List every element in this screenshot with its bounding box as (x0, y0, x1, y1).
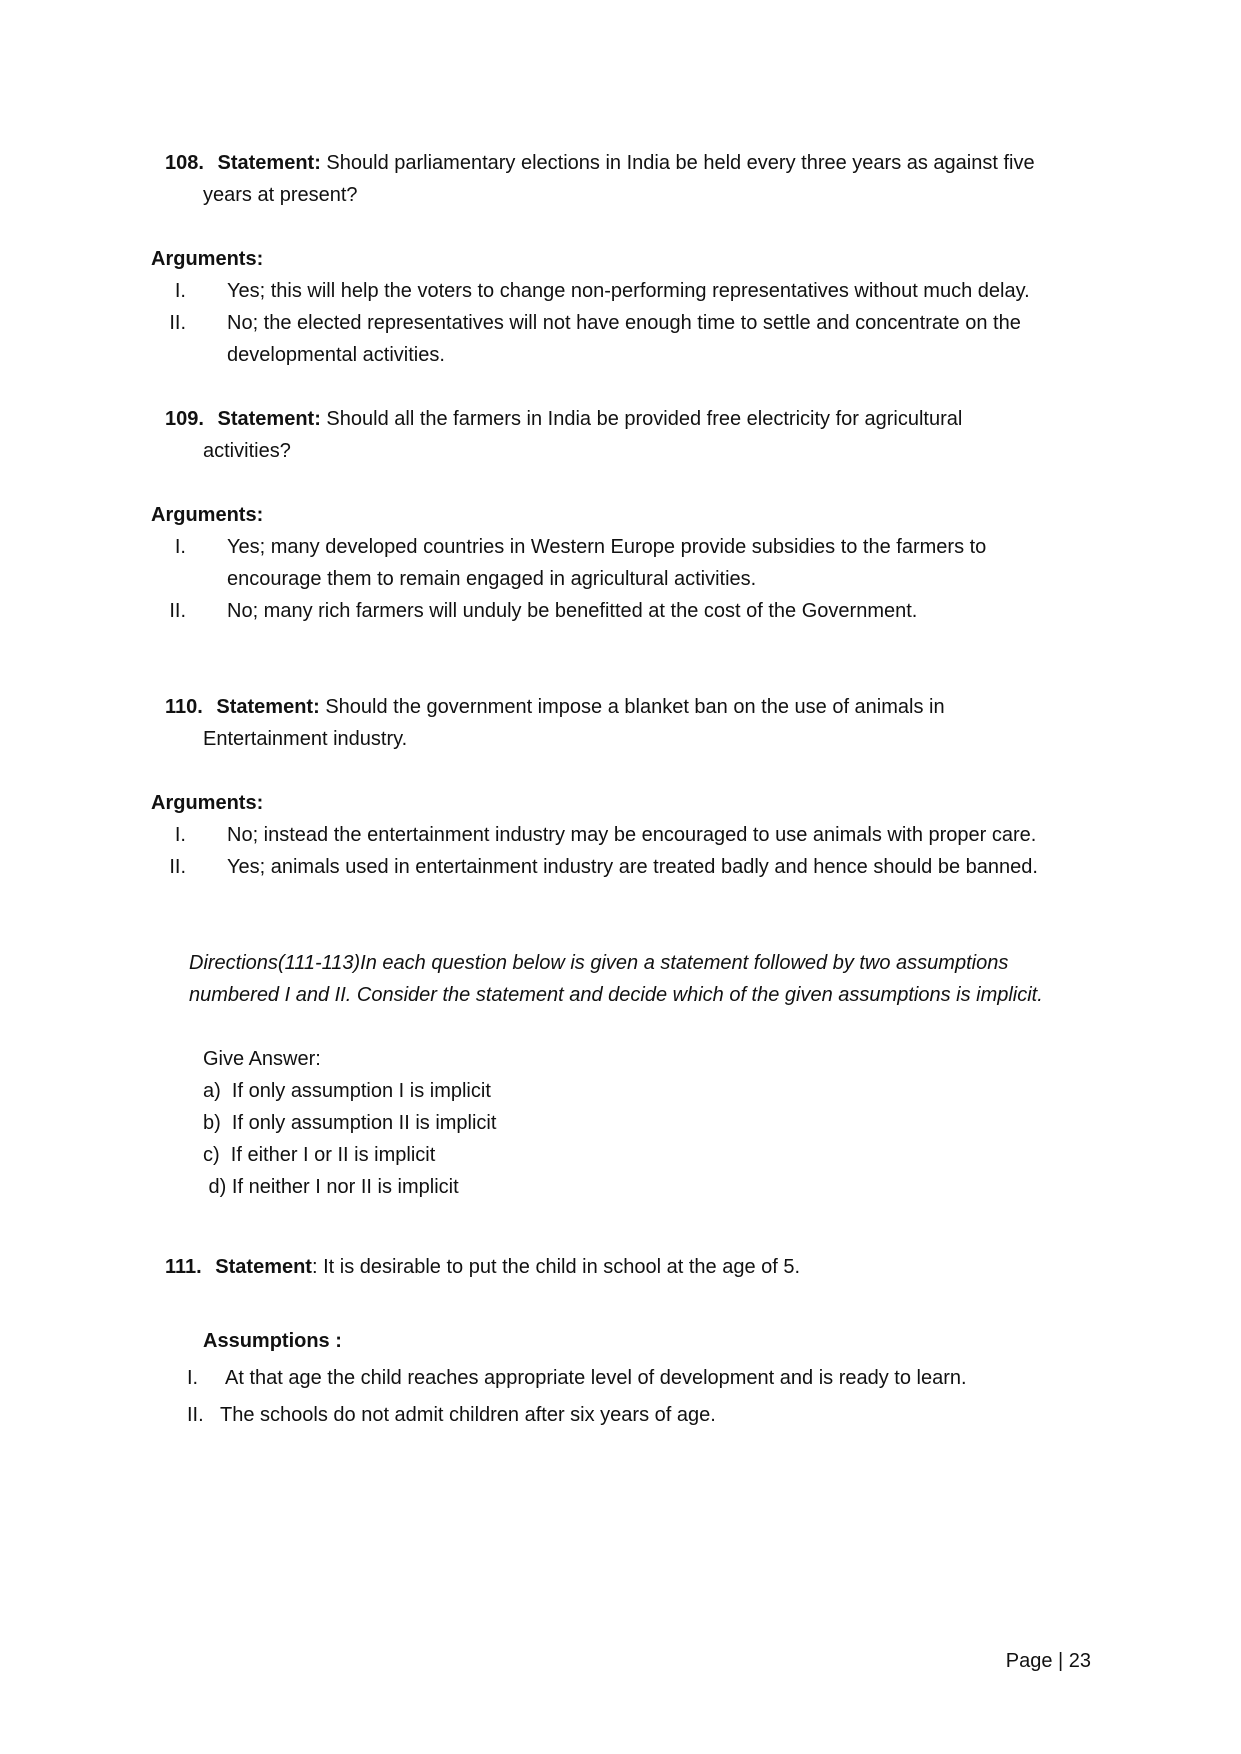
argument-text: No; the elected representatives will not have enough time to settle and concentrate on the (227, 312, 1021, 334)
statement-text: Should the government impose a blanket ban on the use of animals in (325, 696, 945, 718)
argument-text: Yes; this will help the voters to change non-performing representatives without much delay. (227, 280, 1030, 302)
answer-option-c: c) If either I or II is implicit (203, 1144, 436, 1166)
argument-numeral: II. (169, 312, 186, 334)
argument-text-cont: encourage them to remain engaged in agricultural activities. (227, 568, 757, 590)
arguments-heading: Arguments: (151, 504, 264, 526)
question-110-statement-cont: Entertainment industry. (203, 728, 408, 750)
statement-text: Should all the farmers in India be provided free electricity for agricultural (326, 408, 963, 430)
arguments-heading: Arguments: (151, 792, 264, 814)
arguments-heading: Arguments: (151, 248, 264, 270)
question-number: 109. (165, 408, 204, 430)
answer-option-a: a) If only assumption I is implicit (203, 1080, 491, 1102)
statement-label: Statement (215, 1256, 312, 1278)
argument-numeral: II. (169, 856, 186, 878)
question-109-statement-cont: activities? (203, 440, 291, 462)
assumptions-heading: Assumptions : (203, 1330, 342, 1352)
statement-label: Statement: (216, 696, 320, 718)
argument-numeral: I. (174, 280, 186, 302)
directions-text: Directions(111-113)In each question below is given a statement followed by two assumptions (189, 952, 1009, 974)
argument-text: No; many rich farmers will unduly be benefitted at the cost of the Government. (227, 600, 918, 622)
argument-text: Yes; many developed countries in Western Europe provide subsidies to the farmers to (227, 536, 987, 558)
give-answer-label: Give Answer: (203, 1048, 321, 1070)
directions-text-cont: numbered I and II. Consider the statement and decide which of the given assumptions is implicit. (189, 984, 1043, 1006)
assumption-numeral: II. (187, 1404, 204, 1426)
argument-text: No; instead the entertainment industry may be encouraged to use animals with proper care. (227, 824, 1037, 846)
question-number: 111. (165, 1256, 202, 1278)
statement-text: : It is desirable to put the child in school at the age of 5. (311, 1256, 801, 1278)
question-111-statement (165, 1251, 1091, 1283)
statement-label: Statement: (217, 152, 321, 174)
argument-text: Yes; animals used in entertainment industry are treated badly and hence should be banned. (227, 856, 1038, 878)
page-number: Page | 23 (1005, 1650, 1091, 1672)
assumption-numeral: I. (187, 1367, 199, 1389)
answer-option-b: b) If only assumption II is implicit (203, 1112, 497, 1134)
statement-label: Statement: (217, 408, 321, 430)
answer-option-d: d) If neither I nor II is implicit (203, 1176, 459, 1198)
question-108-statement-cont: years at present? (203, 184, 358, 206)
assumption-text: At that age the child reaches appropriate level of development and is ready to learn. (225, 1367, 967, 1389)
question-number: 110. (165, 696, 203, 718)
assumption-text: The schools do not admit children after six years of age. (220, 1404, 716, 1426)
argument-numeral: II. (169, 600, 186, 622)
argument-numeral: I. (174, 824, 186, 846)
question-108-statement (165, 147, 1091, 179)
argument-numeral: I. (174, 536, 186, 558)
question-number: 108. (165, 152, 204, 174)
argument-text-cont: developmental activities. (227, 344, 445, 366)
question-110-statement (165, 691, 1091, 723)
question-109-statement (165, 403, 1091, 435)
statement-text: Should parliamentary elections in India be held every three years as against five (326, 152, 1035, 174)
